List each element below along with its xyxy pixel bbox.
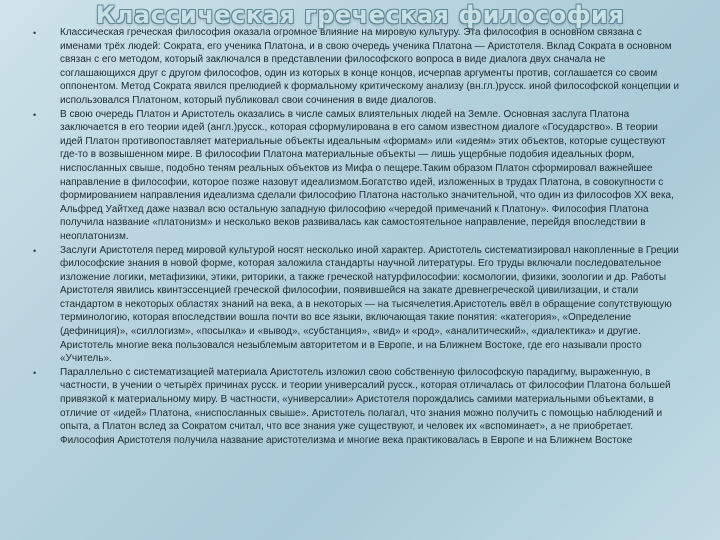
- bullet-list: [0, 26, 720, 447]
- paragraph-text: Заслуги Аристотеля перед мировой культурой носят несколько иной характер. Аристотель систематизировал накопленные в Греции философские знания в новой форме, которая заложила стандарты научной литературы. Его труды включали последовательное изложение логики, метафизики, этики, риторики, а также греческой натурфилософии: космологии, физики, зоологии и др. Работы Аристотеля явились квинтэссенцией греческой философии, появившейся на закате древнегреческой цивилизации, и стали стандартом в некоторых областях знаний на века, а в некоторых — на тысячелетия.Аристотель ввёл в обращение сопутствующую терминологию, которая впоследствии вошла почти во все языки, включающая такие понятия: «категория», «Определение (дефиниция)», «силлогизм», «посылка» и «вывод», «субстанция», «вид» и «род», «аналитический», «диалектика» и другие. Аристотель многие века пользовался незыблемым авторитетом и в Европе, и на Ближнем Востоке, где его называли просто «Учитель».: [60, 244, 679, 365]
- slide-title: Классическая греческая философия: [95, 1, 625, 29]
- paragraph-text: Параллельно с систематизацией материала Аристотель изложил свою собственную философскую парадигму, выраженную, в частности, в учении о четырёх причинах русск. и теории универсалий русск., которая отличалась от философии Платона большей привязкой к материальному миру. В частности, «универсалии» Аристотеля порождались самими материальными объектами, в отличие от «идей» Платона, «ниспосланных свыше». Аристотель полагал, что знания можно получить с помощью наблюдений и опыта, а Платон вслед за Сократом считал, что все знания уже существуют, и человек их «вспоминает», а не приобретает. Философия Аристотеля получила название аристотелизма и многие века практиковалась в Европе и на Ближнем Востоке: [60, 366, 671, 446]
- paragraph-text: В свою очередь Платон и Аристотель оказались в числе самых влиятельных людей на Земле. Основная заслуга Платона заключается в его теории идей (англ.)русск., которая сформулирована в его самом известном диалоге «Государство». В теории идей Платон противопоставляет материальные объекты идеальным «формам» или «идеям» этих объектов, которые существуют где-то в возвышенном мире. В философии Платона материальные объекты — лишь ущербные подобия идеальных форм, ниспосланных свыше, подобно теням реальных объектов из Мифа о пещере.Таким образом Платон сформировал важнейшее направление в философии, которое позже назовут идеализмом.Богатство идей, изложенных в трудах Платона, в совокупности с формированием направления идеализма сделали философию Платона настолько значительной, что один из философов XX века, Альфред Уайтхед даже назвал всю остальную западную философию «чередой примечаний к Платону». Философия Платона получила название «платонизм» и несколько веков развивалась как самостоятельное направление, перейдя впоследствии в неоплатонизм.: [60, 108, 674, 242]
- bullet-item-plato: [0, 108, 720, 244]
- bullet-icon: •: [33, 367, 37, 378]
- bullet-item-aristotle-paradigm: [0, 366, 720, 448]
- bullet-item-aristotle: [0, 244, 720, 366]
- bullet-icon: •: [33, 28, 37, 38]
- bullet-icon: •: [33, 245, 37, 256]
- bullet-icon: •: [33, 109, 37, 120]
- bullet-item-socrates: [0, 26, 720, 108]
- paragraph-text: Классическая греческая философия оказала огромное влияние на мировую культуру. Эта философия в основном связана с именами трёх людей: Сократа, его ученика Платона, и в свою очередь ученика Платона — Аристотеля. Вклад Сократа в основном связан с его методом, который заключался в представлении философского вопроса в виде диалога двух сначала не соглашающихся друг с другом философов, один из которых в конце концов, исчерпав аргументы против, соглашается со своим оппонентом. Метод Сократа явился прелюдией к формальному критическому анализу (вн.гл.)русск. иной философской концепции и использовался Платоном, который публиковал свои сочинения в виде диалогов.: [60, 27, 680, 106]
